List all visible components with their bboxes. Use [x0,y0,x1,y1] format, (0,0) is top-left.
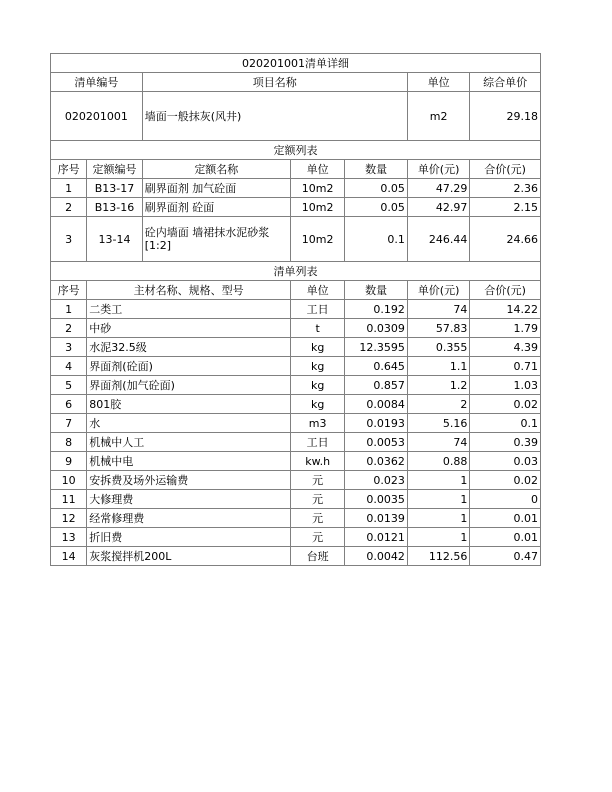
material-no: 13 [51,528,87,547]
quota-col-header: 单位 [290,160,344,179]
materials-col-header: 数量 [345,281,408,300]
quota-section-title: 定额列表 [51,141,541,160]
material-row [51,395,541,414]
materials-col-header: 单价(元) [407,281,470,300]
material-row [51,452,541,471]
quota-total: 2.15 [470,198,541,217]
material-no: 14 [51,547,87,566]
material-total: 1.79 [470,319,541,338]
material-unit: kg [290,395,344,414]
material-qty: 12.3595 [345,338,408,357]
material-price: 0.355 [407,338,470,357]
material-qty: 0.023 [345,471,408,490]
quota-col-header: 定额名称 [142,160,290,179]
sheet-title: 020201001清单详细 [51,54,541,73]
quota-col-header: 单价(元) [407,160,470,179]
material-price: 112.56 [407,547,470,566]
material-row [51,547,541,566]
quota-unit: 10m2 [290,217,344,262]
item-name: 墙面一般抹灰(风井) [142,92,407,141]
quota-row [51,217,541,262]
materials-col-header: 序号 [51,281,87,300]
quota-no: 3 [51,217,87,262]
material-row [51,471,541,490]
quota-col-header: 数量 [345,160,408,179]
quota-no: 1 [51,179,87,198]
material-total: 0.01 [470,528,541,547]
material-total: 0.02 [470,471,541,490]
material-total: 4.39 [470,338,541,357]
material-row [51,357,541,376]
material-qty: 0.645 [345,357,408,376]
quota-row [51,198,541,217]
material-name: 界面剂(砼面) [87,357,291,376]
bill-detail-table [50,53,541,566]
material-no: 7 [51,414,87,433]
materials-col-header: 主材名称、规格、型号 [87,281,291,300]
material-total: 1.03 [470,376,541,395]
material-row [51,376,541,395]
material-total: 0.47 [470,547,541,566]
material-unit: kg [290,376,344,395]
material-name: 灰浆搅拌机200L [87,547,291,566]
quota-header-row [51,160,541,179]
material-qty: 0.0121 [345,528,408,547]
material-name: 大修理费 [87,490,291,509]
material-qty: 0.0084 [345,395,408,414]
material-row [51,509,541,528]
materials-col-header: 单位 [290,281,344,300]
material-unit: m3 [290,414,344,433]
material-price: 0.88 [407,452,470,471]
material-price: 1 [407,509,470,528]
material-price: 74 [407,433,470,452]
material-qty: 0.0193 [345,414,408,433]
material-row [51,490,541,509]
material-unit: 元 [290,471,344,490]
material-total: 0 [470,490,541,509]
material-unit: kg [290,357,344,376]
material-no: 1 [51,300,87,319]
material-no: 5 [51,376,87,395]
quota-col-header: 合价(元) [470,160,541,179]
material-qty: 0.0362 [345,452,408,471]
quota-name: 刷界面剂 加气砼面 [142,179,290,198]
material-total: 0.71 [470,357,541,376]
material-name: 界面剂(加气砼面) [87,376,291,395]
material-unit: 元 [290,528,344,547]
materials-section-title: 清单列表 [51,262,541,281]
quota-code: B13-17 [87,179,142,198]
material-price: 1 [407,490,470,509]
quota-code: B13-16 [87,198,142,217]
material-name: 折旧费 [87,528,291,547]
material-price: 5.16 [407,414,470,433]
quota-name: 砼内墙面 墙裙抹水泥砂浆[1:2] [142,217,290,262]
quota-col-header: 序号 [51,160,87,179]
material-unit: kg [290,338,344,357]
material-name: 水 [87,414,291,433]
quota-qty: 0.1 [345,217,408,262]
quota-name: 刷界面剂 砼面 [142,198,290,217]
item-price: 29.18 [470,92,541,141]
quota-total: 24.66 [470,217,541,262]
material-qty: 0.0139 [345,509,408,528]
quota-unit: 10m2 [290,179,344,198]
material-row [51,433,541,452]
material-name: 二类工 [87,300,291,319]
quota-qty: 0.05 [345,179,408,198]
material-name: 经常修理费 [87,509,291,528]
quota-code: 13-14 [87,217,142,262]
header-code-label: 清单编号 [51,73,143,92]
header-price-label: 综合单价 [470,73,541,92]
material-total: 0.1 [470,414,541,433]
material-qty: 0.0309 [345,319,408,338]
material-no: 2 [51,319,87,338]
material-row [51,319,541,338]
material-total: 14.22 [470,300,541,319]
material-name: 机械中电 [87,452,291,471]
item-unit: m2 [407,92,470,141]
material-name: 安拆费及场外运输费 [87,471,291,490]
material-no: 6 [51,395,87,414]
material-qty: 0.0035 [345,490,408,509]
material-name: 机械中人工 [87,433,291,452]
material-price: 1.2 [407,376,470,395]
material-no: 10 [51,471,87,490]
material-qty: 0.192 [345,300,408,319]
header-name-label: 项目名称 [142,73,407,92]
header-unit-label: 单位 [407,73,470,92]
material-qty: 0.0042 [345,547,408,566]
quota-price: 246.44 [407,217,470,262]
material-unit: 台班 [290,547,344,566]
material-name: 水泥32.5级 [87,338,291,357]
material-unit: 工日 [290,300,344,319]
material-total: 0.01 [470,509,541,528]
material-unit: kw.h [290,452,344,471]
quota-row [51,179,541,198]
material-unit: 工日 [290,433,344,452]
materials-col-header: 合价(元) [470,281,541,300]
material-no: 8 [51,433,87,452]
material-row [51,414,541,433]
quota-total: 2.36 [470,179,541,198]
material-no: 11 [51,490,87,509]
quota-price: 47.29 [407,179,470,198]
material-row [51,338,541,357]
material-name: 801胶 [87,395,291,414]
material-row [51,300,541,319]
material-qty: 0.0053 [345,433,408,452]
material-price: 2 [407,395,470,414]
material-price: 1 [407,528,470,547]
quota-price: 42.97 [407,198,470,217]
material-total: 0.02 [470,395,541,414]
quota-unit: 10m2 [290,198,344,217]
item-code: 020201001 [51,92,143,141]
material-no: 9 [51,452,87,471]
material-name: 中砂 [87,319,291,338]
material-row [51,528,541,547]
material-price: 74 [407,300,470,319]
material-no: 12 [51,509,87,528]
material-price: 1 [407,471,470,490]
material-unit: 元 [290,509,344,528]
material-price: 57.83 [407,319,470,338]
material-no: 4 [51,357,87,376]
material-no: 3 [51,338,87,357]
material-qty: 0.857 [345,376,408,395]
material-total: 0.03 [470,452,541,471]
material-price: 1.1 [407,357,470,376]
material-unit: 元 [290,490,344,509]
material-total: 0.39 [470,433,541,452]
quota-no: 2 [51,198,87,217]
material-unit: t [290,319,344,338]
quota-col-header: 定额编号 [87,160,142,179]
materials-header-row [51,281,541,300]
quota-qty: 0.05 [345,198,408,217]
